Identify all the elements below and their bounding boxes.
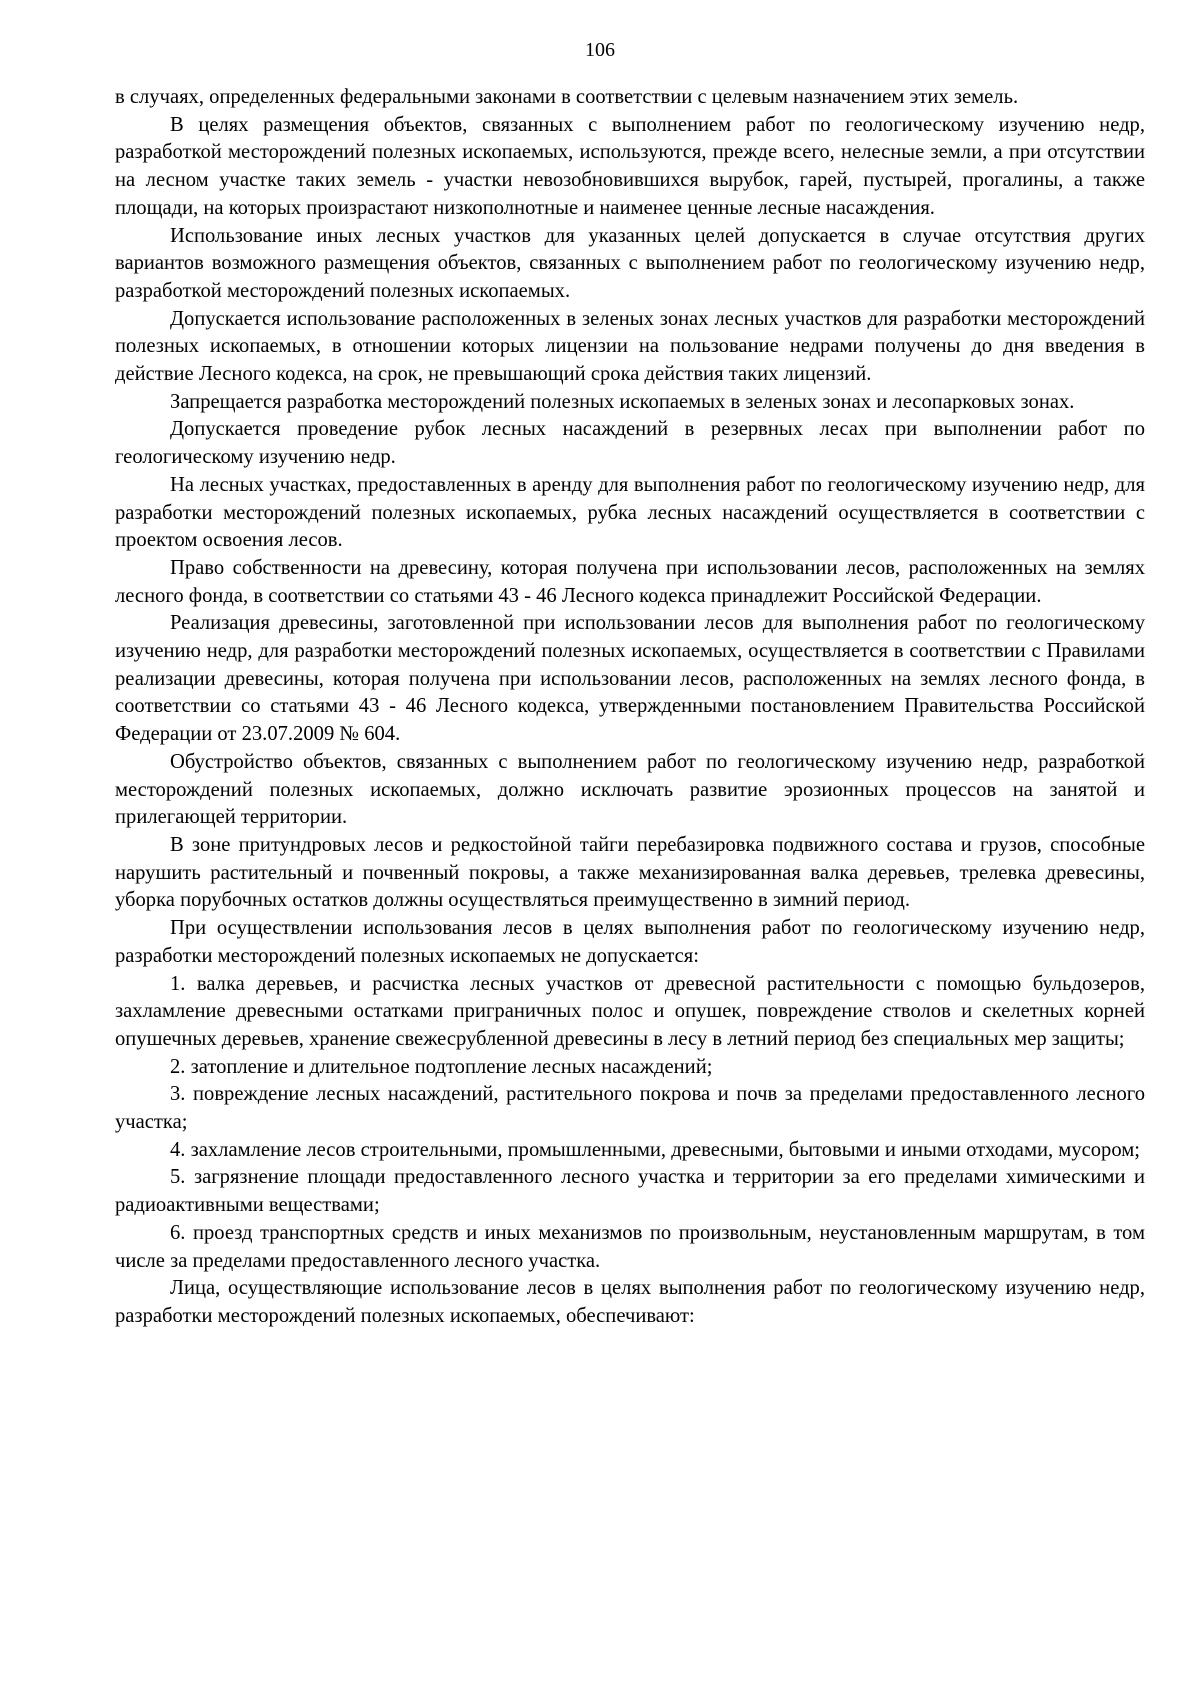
list-item: 6. проезд транспортных средств и иных механизмов по произвольным, неустановленным маршрутам, в том числе за пределами предоставленного лесного участка.	[115, 1221, 1145, 1272]
paragraph: Лица, осуществляющие использование лесов в целях выполнения работ по геологическому изучению недр, разработки месторождений полезных ископаемых, обеспечивают:	[115, 1277, 1145, 1327]
paragraph: Реализация древесины, заготовленной при использовании лесов для выполнения работ по геологическому изучению недр, для разработки месторождений полезных ископаемых, осуществляется в соответствии с Правилами реализации древесины, которая получена при использовании лесов, расположенных на землях лесного фонда, в соответствии со статьями 43 - 46 Лесного кодекса, утвержденными постановлением Правительства Российской Федерации от 23.07.2009 № 604.	[115, 612, 1145, 746]
paragraph: В целях размещения объектов, связанных с выполнением работ по геологическому изучению недр, разработкой месторождений полезных ископаемых, используются, прежде всего, нелесные земли, а при отсутствии на лесном участке таких земель - участки невозобновившихся вырубок, гарей, пустырей, прогалины, а также площади, на которых произрастают низкополнотные и наименее ценные лесные насаждения.	[115, 113, 1145, 219]
paragraph: Использование иных лесных участков для указанных целей допускается в случае отсутствия других вариантов возможного размещения объектов, связанных с выполнением работ по геологическому изучению недр, разработкой месторождений полезных ископаемых.	[115, 224, 1145, 302]
list-item: 1. валка деревьев, и расчистка лесных участков от древесной растительности с помощью бульдозеров, захламление древесными остатками приграничных полос и опушек, повреждение стволов и скелетных корней опушечных деревьев, хранение свежесрубленной древесины в лесу в летний период без специальных мер защиты;	[115, 972, 1145, 1050]
page-number: 106	[585, 39, 615, 61]
list-item: 2. затопление и длительное подтопление лесных насаждений;	[170, 1055, 713, 1078]
paragraph: Запрещается разработка месторождений полезных ископаемых в зеленых зонах и лесопарковых зонах.	[170, 390, 1075, 413]
paragraph: в случаях, определенных федеральными законами в соответствии с целевым назначением этих земель.	[115, 86, 1019, 108]
paragraph: В зоне притундровых лесов и редкостойной тайги перебазировка подвижного состава и грузов, способные нарушить растительный и почвенный покровы, а также механизированная валка деревьев, трелевка древесины, уборка порубочных остатков должны осуществляться преимущественно в зимний период.	[115, 833, 1145, 912]
list-item: 5. загрязнение площади предоставленного лесного участка и территории за его пределами химическими и радиоактивными веществами;	[115, 1166, 1145, 1217]
paragraph: Право собственности на древесину, которая получена при использовании лесов, расположенных на землях лесного фонда, в соответствии со статьями 43 - 46 Лесного кодекса принадлежит Российской Федерации.	[115, 556, 1145, 607]
paragraph: При осуществлении использования лесов в целях выполнения работ по геологическому изучению недр, разработки месторождений полезных ископаемых не допускается:	[115, 917, 1145, 967]
list-item: 3. повреждение лесных насаждений, растительного покрова и почв за пределами предоставленного лесного участка;	[115, 1083, 1145, 1134]
paragraph: На лесных участках, предоставленных в аренду для выполнения работ по геологическому изучению недр, для разработки месторождений полезных ископаемых, рубка лесных насаждений осуществляется в соответствии с проектом освоения лесов.	[115, 473, 1145, 552]
document-body	[115, 84, 1145, 1331]
paragraph: Обустройство объектов, связанных с выполнением работ по геологическому изучению недр, разработкой месторождений полезных ископаемых, должно исключать развитие эрозионных процессов на занятой и прилегающей территории.	[115, 750, 1145, 829]
paragraph: Допускается проведение рубок лесных насаждений в резервных лесах при выполнении работ по геологическому изучению недр.	[115, 418, 1145, 469]
list-item: 4. захламление лесов строительными, промышленными, древесными, бытовыми и иными отходами, мусором;	[170, 1138, 1141, 1161]
paragraph: Допускается использование расположенных в зеленых зонах лесных участков для разработки месторождений полезных ископаемых, в отношении которых лицензии на пользование недрами получены до дня введения в действие Лесного кодекса, на срок, не превышающий срока действия таких лицензий.	[115, 307, 1145, 386]
